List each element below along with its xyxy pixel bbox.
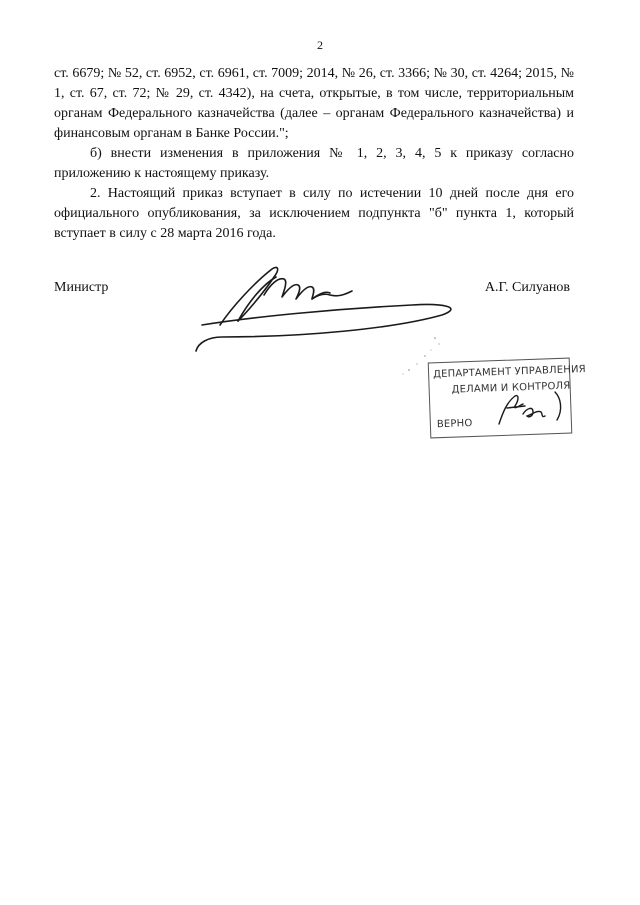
signatory-position: Министр: [54, 280, 109, 295]
stamp-department: ДЕПАРТАМЕНТ УПРАВЛЕНИЯ: [432, 363, 587, 381]
stamp-initials-signature: [485, 384, 569, 432]
stamp-verified: ВЕРНО: [436, 417, 473, 431]
page-number: 2: [317, 38, 323, 52]
paragraph-subitem-b: б) внести изменения в приложения № 1, 2, 3, 4, 5 к приказу согласно приложению к настоящему приказу.: [54, 146, 574, 181]
paragraph-item-2: 2. Настоящий приказ вступает в силу по истечении 10 дней после дня его официального опубликования, за исключением подпункта "б" пункта 1, который вступает в силу с 28 марта 2016 года.: [54, 186, 574, 241]
signatory-name: А.Г. Силуанов: [484, 280, 570, 295]
paragraph-continuation: ст. 6679; № 52, ст. 6952, ст. 6961, ст. 7009; 2014, № 26, ст. 3366; № 30, ст. 4264; 2015, № 1, ст. 67, ст. 72; № 29, ст. 4342), на счета, открытые, в том числе, территориальным органам Федерального казначейства (далее – органам Федерального казначейства) и финансовым органам в Банке России.";: [54, 66, 574, 141]
certification-stamp: [425, 356, 587, 438]
stamp-division: ДЕЛАМИ И КОНТРОЛЯ: [451, 380, 571, 396]
document-body: [54, 64, 574, 244]
